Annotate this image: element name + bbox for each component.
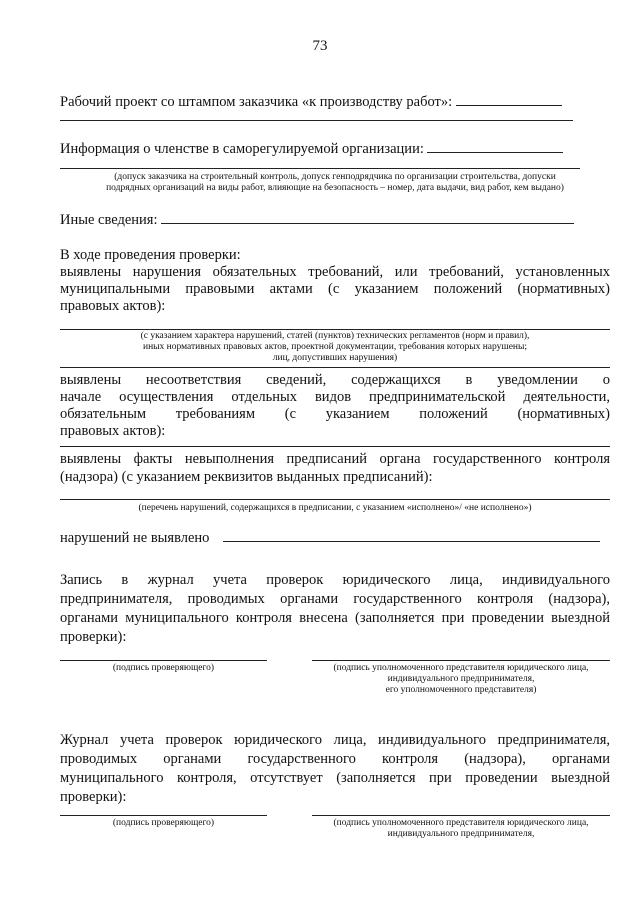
- mismatch-line[interactable]: [60, 446, 610, 447]
- journal-absent-rep-caption-line1: (подпись уполномоченного представителя юридического лица,: [333, 818, 589, 828]
- journal-absent-inspector-signature-line[interactable]: [60, 815, 267, 816]
- journal-entry-line1: Запись в журнал учета проверок юридического лица, индивидуального: [60, 572, 610, 588]
- working-project-line2[interactable]: [60, 120, 573, 121]
- sro-note-line1: (допуск заказчика на строительный контроль, допуск генподрядчика по организации строительства, допуски: [114, 172, 556, 182]
- sro-label: Информация о членстве в саморегулируемой организации:: [60, 141, 424, 157]
- journal-absent-rep-caption-line2: индивидуального предпринимателя,: [387, 829, 535, 839]
- violations-note: [60, 331, 610, 364]
- journal-entry-rep-caption-line3: его уполномоченного представителя): [385, 685, 537, 695]
- journal-absent-line4: проверки):: [60, 789, 127, 805]
- violations-line3: правовых актов):: [60, 298, 166, 314]
- orders-line1: выявлены факты невыполнения предписаний органа государственного контроля: [60, 451, 610, 467]
- sro-note-line2: подрядных организаций на виды работ, влияющие на безопасность – номер, дата выдачи, вид работ, кем выдано): [106, 183, 564, 193]
- journal-entry-rep-caption: [312, 663, 610, 696]
- violations-line1: выявлены нарушения обязательных требований, или требований, установленных: [60, 264, 610, 280]
- no-violations-label: нарушений не выявлено: [60, 530, 210, 546]
- working-project-blank[interactable]: [456, 92, 562, 106]
- sro-field: [60, 139, 610, 159]
- other-info-blank[interactable]: [161, 210, 574, 224]
- sro-line2[interactable]: [60, 168, 580, 169]
- journal-entry-rep-signature-line[interactable]: [312, 660, 610, 661]
- inspection-intro: В ходе проведения проверки:: [60, 247, 241, 263]
- journal-entry-line3: органами муниципального контроля внесена (заполняется при проведении выездной: [60, 610, 610, 626]
- sro-note: [60, 172, 610, 194]
- journal-absent-line3: муниципального контроля, отсутствует (заполняется при проведении выездной: [60, 770, 610, 786]
- orders-note: (перечень нарушений, содержащихся в предписании, с указанием «исполнено»/ «не исполнено»): [138, 503, 532, 513]
- mismatch-line1: выявлены несоответствия сведений, содержащихся в уведомлении о: [60, 372, 610, 388]
- page-number: 73: [312, 38, 328, 54]
- journal-absent-rep-signature-line[interactable]: [312, 815, 610, 816]
- no-violations-blank[interactable]: [223, 528, 600, 542]
- working-project-label: Рабочий проект со штампом заказчика «к производству работ»:: [60, 94, 453, 110]
- journal-absent-line2: проводимых органами государственного контроля (надзора), органами: [60, 751, 610, 767]
- journal-absent-inspector-caption: (подпись проверяющего): [112, 818, 215, 828]
- orders-line[interactable]: [60, 499, 610, 500]
- violations-note-line3: лиц, допустивших нарушения): [272, 353, 398, 363]
- orders-line2: (надзора) (с указанием реквизитов выданных предписаний):: [60, 469, 433, 485]
- mismatch-line2: начале осуществления отдельных видов предпринимательской деятельности,: [60, 389, 610, 405]
- violations-note-line2: иных нормативных правовых актов, проектной документации, требования которых нарушены;: [142, 342, 528, 352]
- journal-entry-line2: предпринимателя, проводимых органами государственного контроля (надзора),: [60, 591, 610, 607]
- mismatch-line4: правовых актов):: [60, 423, 166, 439]
- working-project-field: [60, 92, 610, 112]
- violations-line-bottom[interactable]: [60, 367, 610, 368]
- journal-entry-inspector-signature-line[interactable]: [60, 660, 267, 661]
- violations-line2: муниципальными правовыми актами (с указанием положений (нормативных): [60, 281, 610, 297]
- other-info-field: [60, 210, 610, 230]
- sro-blank[interactable]: [427, 139, 563, 153]
- journal-entry-line4: проверки):: [60, 629, 127, 645]
- journal-absent-line1: Журнал учета проверок юридического лица, индивидуального предпринимателя,: [60, 732, 610, 748]
- journal-absent-rep-caption: [312, 818, 610, 840]
- mismatch-line3: обязательным требованиям (с указанием положений (нормативных): [60, 406, 610, 422]
- journal-entry-rep-caption-line2: индивидуального предпринимателя,: [387, 674, 535, 684]
- journal-entry-rep-caption-line1: (подпись уполномоченного представителя юридического лица,: [333, 663, 589, 673]
- violations-line[interactable]: [60, 329, 610, 330]
- no-violations-field: [60, 528, 610, 548]
- violations-note-line1: (с указанием характера нарушений, статей (пунктов) технических регламентов (норм и правил),: [140, 331, 530, 341]
- other-info-label: Иные сведения:: [60, 212, 158, 228]
- journal-entry-inspector-caption: (подпись проверяющего): [112, 663, 215, 673]
